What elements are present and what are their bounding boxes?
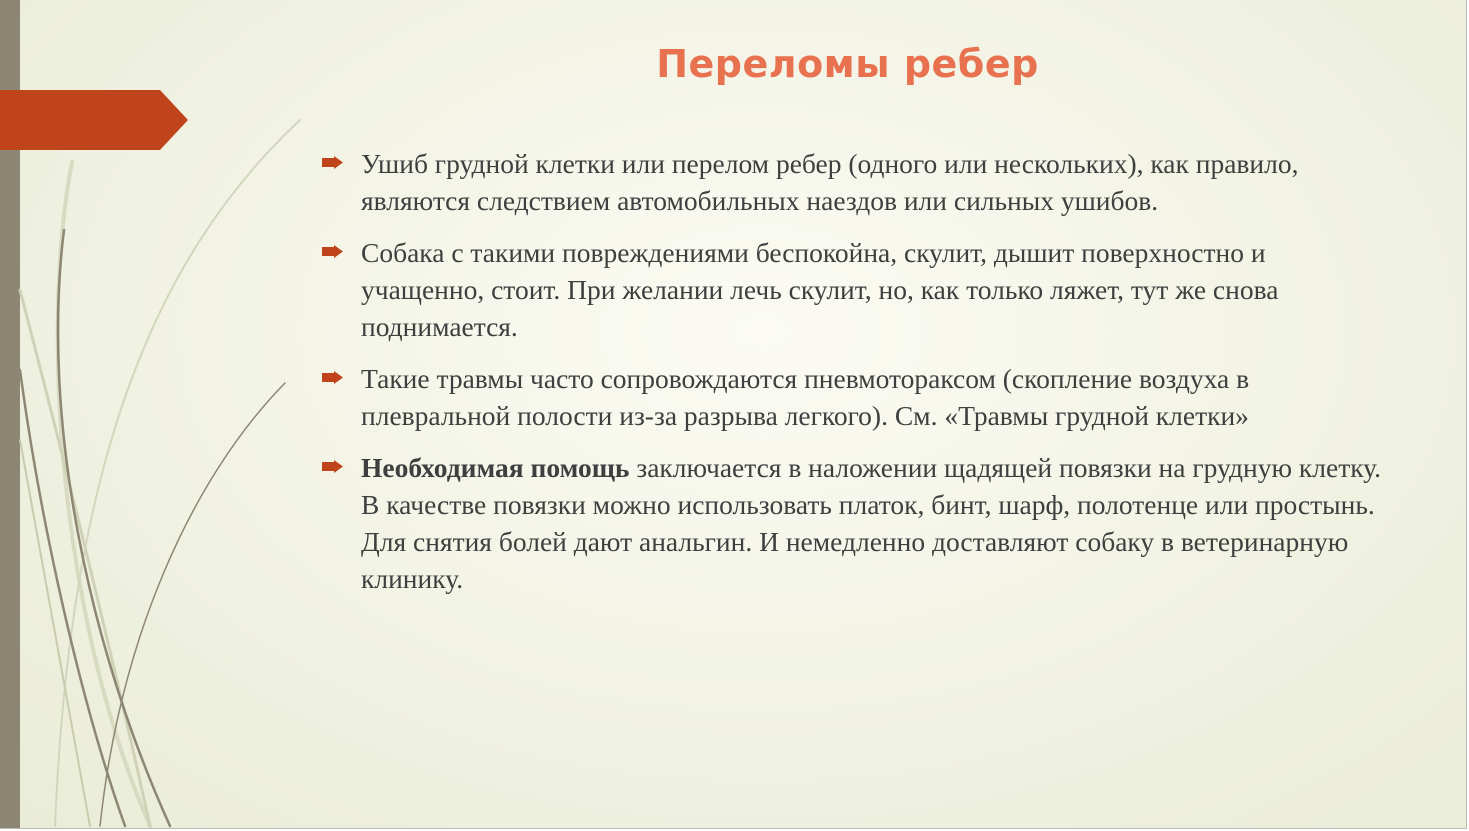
bullet-text: Такие травмы часто сопровождаются пневмотораксом (скопление воздуха в плевральной полости из-за разрыва легкого). См. «Травмы грудной клетки»	[361, 363, 1250, 431]
arrow-bullet-icon	[322, 245, 343, 258]
bullet-list	[322, 145, 1392, 612]
bullet-bold-lead: Необходимая помощь	[361, 452, 630, 483]
bullet-item-3	[322, 360, 1392, 434]
arrow-bullet-icon	[322, 371, 343, 384]
bullet-item-4	[322, 449, 1392, 597]
bullet-text: Собака с такими повреждениями беспокойна, скулит, дышит поверхностно и учащенно, стоит. При желании лечь скулит, но, как только ляжет, тут же снова поднимается.	[361, 237, 1279, 342]
bullet-item-1	[322, 145, 1392, 219]
arrow-bullet-icon	[322, 460, 343, 473]
slide-title: Переломы ребер	[656, 42, 1039, 86]
bullet-text: Ушиб грудной клетки или перелом ребер (одного или нескольких), как правило, являются следствием автомобильных наездов или сильных ушибов.	[361, 148, 1299, 216]
red-arrow-banner	[0, 90, 188, 150]
bullet-item-2	[322, 234, 1392, 345]
bullet-text: заключается в наложении щадящей повязки на грудную клетку. В качестве повязки можно использовать платок, бинт, шарф, полотенце или простынь. Для снятия болей дают анальгин. И немедленно доставляют собаку в ветеринарную клинику.	[361, 452, 1382, 594]
arrow-bullet-icon	[322, 156, 343, 169]
